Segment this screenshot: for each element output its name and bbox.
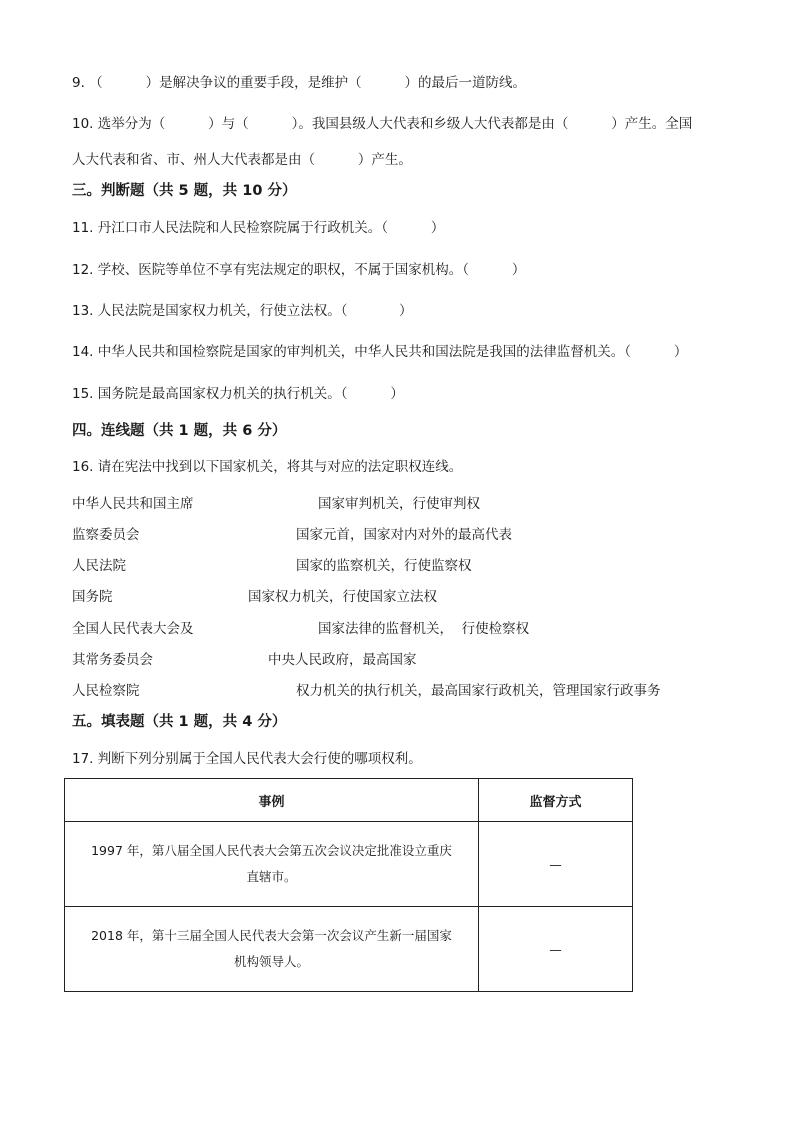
matching-left-item: 全国人民代表大会及 (72, 621, 194, 637)
question-12: 12. 学校、医院等单位不享有宪法规定的职权，不属于国家机构。（ ） (72, 262, 526, 278)
matching-right-item: 国家法律的监督机关， 行使检察权 (318, 621, 530, 637)
example-text-line2: 直辖市。 (246, 869, 297, 884)
answer-cell[interactable]: — (479, 907, 633, 992)
example-text-line2: 机构领导人。 (233, 954, 309, 969)
matching-left-item: 其常务委员会 (72, 652, 153, 668)
matching-right-item: 权力机关的执行机关，最高国家行政机关，管理国家行政事务 (296, 683, 661, 699)
section-heading-table: 五。填表题（共 1 题，共 4 分） (72, 714, 287, 730)
answer-cell[interactable]: — (479, 822, 633, 907)
table-row (65, 822, 633, 907)
table-row (65, 907, 633, 992)
matching-right-item: 国家审判机关，行使审判权 (318, 496, 480, 512)
question-10-line1: 10. 选举分为（ ）与（ ）。我国县级人大代表和乡级人大代表都是由（ ）产生。全国 (72, 116, 693, 132)
question-9: 9. （ ）是解决争议的重要手段，是维护（ ）的最后一道防线。 (72, 75, 526, 91)
example-cell (65, 907, 479, 992)
table-header-row (65, 779, 633, 822)
matching-left-item: 国务院 (72, 589, 113, 605)
question-11: 11. 丹江口市人民法院和人民检察院属于行政机关。（ ） (72, 220, 445, 236)
question-10-line2: 人大代表和省、市、州人大代表都是由（ ）产生。 (72, 152, 412, 168)
section-heading-judgement: 三。判断题（共 5 题，共 10 分） (72, 183, 297, 199)
matching-left-item: 人民检察院 (72, 683, 140, 699)
question-15: 15. 国务院是最高国家权力机关的执行机关。（ ） (72, 386, 404, 402)
fill-table (64, 778, 633, 992)
matching-right-item: 中央人民政府，最高国家 (268, 652, 417, 668)
header-example: 事例 (65, 779, 479, 822)
matching-right-item: 国家权力机关，行使国家立法权 (248, 589, 437, 605)
matching-left-item: 监察委员会 (72, 527, 140, 543)
question-16-prompt: 16. 请在宪法中找到以下国家机关，将其与对应的法定职权连线。 (72, 459, 463, 475)
example-text-line1: 1997 年，第八届全国人民代表大会第五次会议决定批准设立重庆 (91, 843, 452, 858)
example-cell (65, 822, 479, 907)
matching-right-item: 国家的监察机关，行使监察权 (296, 558, 472, 574)
header-method: 监督方式 (479, 779, 633, 822)
section-heading-matching: 四。连线题（共 1 题，共 6 分） (72, 423, 287, 439)
question-14: 14. 中华人民共和国检察院是国家的审判机关，中华人民共和国法院是我国的法律监督机关。（ ） (72, 344, 688, 360)
matching-left-item: 人民法院 (72, 558, 126, 574)
matching-right-item: 国家元首，国家对内对外的最高代表 (296, 527, 512, 543)
example-text-line1: 2018 年，第十三届全国人民代表大会第一次会议产生新一届国家 (91, 928, 452, 943)
question-17-prompt: 17. 判断下列分别属于全国人民代表大会行使的哪项权利。 (72, 751, 422, 767)
matching-left-item: 中华人民共和国主席 (72, 496, 194, 512)
question-13: 13. 人民法院是国家权力机关，行使立法权。（ ） (72, 303, 413, 319)
